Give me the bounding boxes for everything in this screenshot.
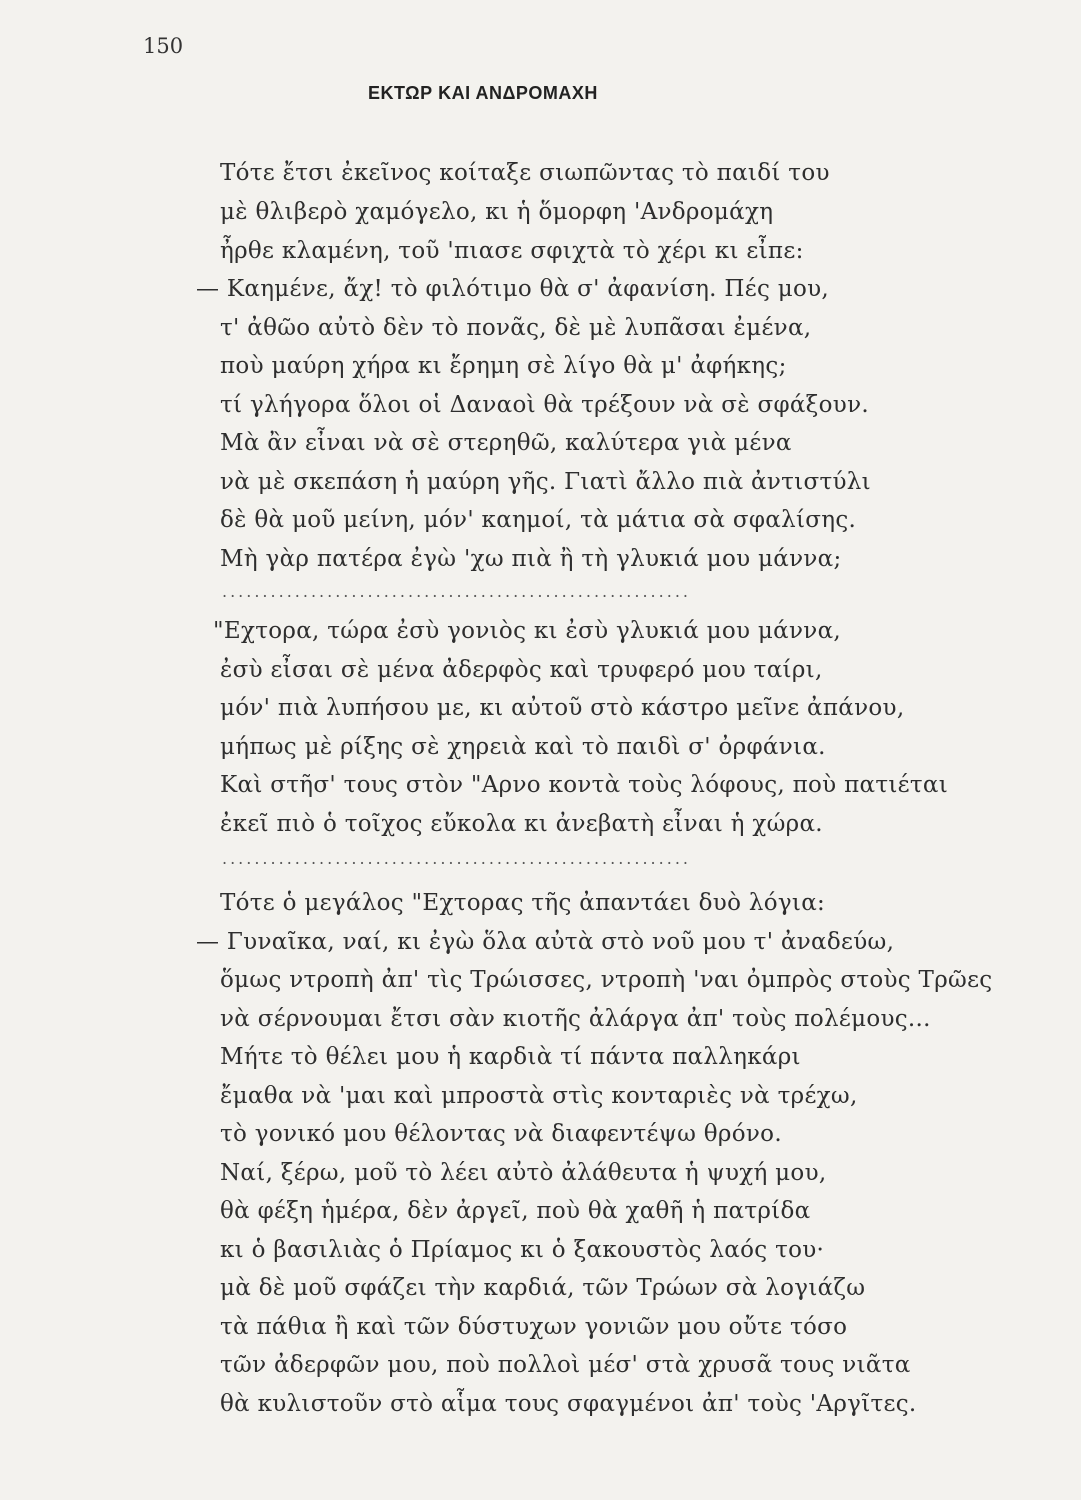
poem-line: μόν' πιὰ λυπήσου με, κι αὐτοῦ στὸ κάστρο μεῖνε ἀπάνου, [220,695,905,721]
poem-line: Ναί, ξέρω, μοῦ τὸ λέει αὐτὸ ἀλάθευτα ἡ ψυχή μου, [220,1160,827,1186]
poem-line: θὰ φέξη ἡμέρα, δὲν ἀργεῖ, ποὺ θὰ χαθῆ ἡ πατρίδα [220,1198,811,1224]
poem-line: Τότε ὁ μεγάλος "Εχτορας τῆς ἀπαντάει δυὸ λόγια: [220,890,826,916]
poem-line: Μὴ γὰρ πατέρα ἐγὼ 'χω πιὰ ἢ τὴ γλυκιά μου μάννα; [220,546,842,572]
poem-line: "Εχτορα, τώρα ἐσὺ γονιὸς κι ἐσὺ γλυκιά μου μάννα, [213,618,842,644]
poem-line: — Γυναῖκα, ναί, κι ἐγὼ ὅλα αὐτὰ στὸ νοῦ μου τ' ἀναδεύω, [196,929,895,955]
poem-line: μὲ θλιβερὸ χαμόγελο, κι ἡ ὅμορφη 'Ανδρομάχη [220,199,774,225]
poem-line: ἦρθε κλαμένη, τοῦ 'πιασε σφιχτὰ τὸ χέρι κι εἶπε: [220,238,804,264]
poem-line: — Καημένε, ἄχ! τὸ φιλότιμο θὰ σ' ἀφανίση. Πές μου, [196,276,830,302]
poem-line: Τότε ἔτσι ἐκεῖνος κοίταξε σιωπῶντας τὸ παιδί του [220,160,830,186]
poem-line: ποὺ μαύρη χήρα κι ἔρημη σὲ λίγο θὰ μ' ἀφήκης; [220,353,787,379]
poem-line: δὲ θὰ μοῦ μείνη, μόν' καημοί, τὰ μάτια σὰ σφαλίσης. [220,507,857,533]
ellipsis-separator: .......................................................... [222,582,691,601]
poem-line: τὸ γονικό μου θέλοντας νὰ διαφεντέψω θρόνο. [220,1121,782,1147]
ellipsis-separator: .......................................................... [222,849,691,868]
poem-line: τὰ πάθια ἢ καὶ τῶν δύστυχων γονιῶν μου οὔτε τόσο [220,1314,848,1340]
poem-line: Καὶ στῆσ' τους στὸν "Αρνο κοντὰ τοὺς λόφους, ποὺ πατιέται [220,772,949,798]
poem-line: νὰ μὲ σκεπάση ἡ μαύρη γῆς. Γιατὶ ἄλλο πιὰ ἀντιστύλι [220,469,871,495]
poem-line: ἐσὺ εἶσαι σὲ μένα ἀδερφὸς καὶ τρυφερό μου ταίρι, [220,657,823,683]
poem-line: τί γλήγορα ὅλοι οἱ Δαναοὶ θὰ τρέξουν νὰ σὲ σφάξουν. [220,392,869,418]
poem-title: ΕΚΤΩΡ ΚΑΙ ΑΝΔΡΟΜΑΧΗ [368,83,598,103]
poem-line: μήπως μὲ ρίξης σὲ χηρειὰ καὶ τὸ παιδὶ σ' ὀρφάνια. [220,734,826,760]
poem-line: τ' ἀθῶο αὐτὸ δὲν τὸ πονᾶς, δὲ μὲ λυπᾶσαι ἐμένα, [220,315,812,341]
poem-line: νὰ σέρνουμαι ἔτσι σὰν κιοτῆς ἀλάργα ἀπ' τοὺς πολέμους... [220,1006,931,1032]
page-number: 150 [143,34,184,58]
poem-line: θὰ κυλιστοῦν στὸ αἷμα τους σφαγμένοι ἀπ' τοὺς 'Αργῖτες. [220,1391,917,1417]
poem-line: Μὰ ἂν εἶναι νὰ σὲ στερηθῶ, καλύτερα γιὰ μένα [220,430,792,456]
poem-line: ὅμως ντροπὴ ἀπ' τὶς Τρώισσες, ντροπὴ 'ναι ὀμπρὸς στοὺς Τρῶες [220,967,993,993]
poem-line: κι ὁ βασιλιὰς ὁ Πρίαμος κι ὁ ξακουστὸς λαός του· [220,1237,825,1263]
poem-line: ἔμαθα νὰ 'μαι καὶ μπροστὰ στὶς κονταριὲς νὰ τρέχω, [220,1083,858,1109]
poem-line: Μήτε τὸ θέλει μου ἡ καρδιὰ τί πάντα παλληκάρι [220,1044,801,1070]
poem-line: τῶν ἀδερφῶν μου, ποὺ πολλοὶ μέσ' στὰ χρυσᾶ τους νιᾶτα [220,1352,911,1378]
poem-line: μὰ δὲ μοῦ σφάζει τὴν καρδιά, τῶν Τρώων σὰ λογιάζω [220,1275,866,1301]
poem-line: ἐκεῖ πιὸ ὁ τοῖχος εὔκολα κι ἀνεβατὴ εἶναι ἡ χώρα. [220,811,823,837]
